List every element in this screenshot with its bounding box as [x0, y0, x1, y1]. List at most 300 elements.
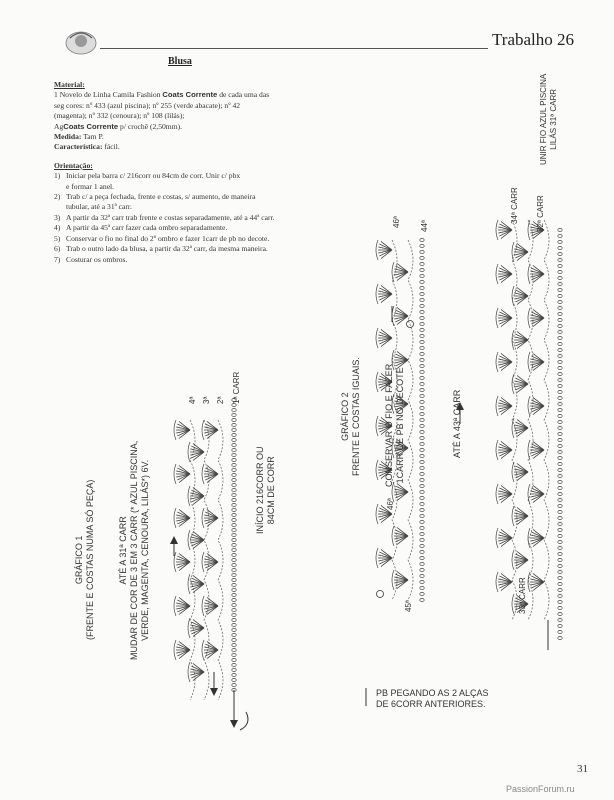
step-text: Costurar os ombros.: [66, 254, 128, 264]
orientacao-heading: Orientação:: [54, 160, 93, 170]
inicio-line: 84CM DE CORR: [266, 456, 276, 525]
chain-stitch: [420, 418, 424, 421]
chain-stitch: [420, 328, 424, 331]
chain-stitch: [420, 508, 424, 511]
label-46-top: 46ª: [392, 216, 401, 228]
step-number: 5): [54, 233, 61, 243]
chain-stitch: [232, 473, 236, 476]
chain-stitch: [420, 352, 424, 355]
step-text: Trab o outro lado da blusa, a partir da 32ª carr, da mesma maneira.: [66, 244, 268, 254]
material-line-3: (magenta); nº 332 (cenoura); nº 108 (lilás);: [54, 111, 185, 121]
label-32-carr: 32ª CARR: [536, 195, 545, 232]
fan-edge: [202, 420, 204, 440]
fan-edge: [496, 572, 498, 592]
chain-stitch: [420, 298, 424, 301]
fan-edge: [512, 418, 514, 438]
chain-stitch: [558, 480, 562, 483]
chain-stitch: [558, 378, 562, 381]
chain-stitch: [558, 510, 562, 513]
carr-label-3: 3ª: [202, 396, 211, 404]
start-mark-icon: [377, 591, 384, 598]
chain-stitch: [420, 244, 424, 247]
chain-stitch: [420, 460, 424, 463]
chain-stitch: [232, 598, 236, 601]
chain-stitch: [420, 526, 424, 529]
unir-line: LILÁS 31ª CARR: [549, 88, 558, 150]
chain-stitch: [558, 486, 562, 489]
chain-stitch: [232, 448, 236, 451]
chain-stitch: [232, 498, 236, 501]
chain-stitch: [420, 454, 424, 457]
chain-stitch: [232, 458, 236, 461]
chain-stitch: [232, 443, 236, 446]
pb-note: [376, 688, 489, 710]
chain-stitch: [558, 504, 562, 507]
grafico1-inicio: [255, 446, 277, 534]
carr-label-4: 4ª: [188, 396, 197, 404]
fan-edge: [202, 596, 204, 616]
chain-stitch: [558, 492, 562, 495]
chain-stitch: [420, 466, 424, 469]
fan-edge: [174, 508, 176, 528]
watermark: PassionForum.ru: [506, 784, 575, 794]
chain-stitch: [232, 653, 236, 656]
chain-stitch: [232, 428, 236, 431]
fan-edge: [392, 526, 394, 546]
chain-stitch: [558, 546, 562, 549]
grafico2-note-line: 1CARR DE PB NO DECOTE: [395, 367, 405, 484]
chain-stitch: [558, 618, 562, 621]
chain-stitch: [232, 493, 236, 496]
fan-edge: [202, 464, 204, 484]
arrow-head-icon: [170, 536, 178, 544]
chain-stitch: [558, 540, 562, 543]
step-number: 3): [54, 212, 61, 222]
chain-stitch: [558, 516, 562, 519]
chain-stitch: [232, 433, 236, 436]
chain-stitch: [420, 568, 424, 571]
chain-stitch: [558, 474, 562, 477]
chain-stitch: [558, 444, 562, 447]
step-text: Trab c/ a peça fechada, frente e costas, s/ aumento, de maneira: [66, 192, 256, 202]
fan-edge: [188, 662, 190, 682]
chain-stitch: [232, 683, 236, 686]
chain-stitch: [420, 532, 424, 535]
step-number: 4): [54, 223, 61, 233]
chain-stitch: [558, 348, 562, 351]
chain-stitch: [232, 483, 236, 486]
chain-stitch: [558, 462, 562, 465]
chain-stitch: [558, 594, 562, 597]
fan-edge: [528, 264, 530, 284]
chain-stitch: [232, 488, 236, 491]
chain-stitch: [420, 430, 424, 433]
chain-stitch: [558, 276, 562, 279]
chain-stitch: [558, 384, 562, 387]
fan-edge: [376, 240, 378, 260]
chain-stitch: [420, 520, 424, 523]
chain-arc: [408, 240, 413, 600]
fan-edge: [188, 530, 190, 550]
page-title: Trabalho 26: [492, 30, 575, 49]
chain-stitch: [420, 394, 424, 397]
chain-stitch: [558, 372, 562, 375]
chain-stitch: [232, 573, 236, 576]
chain-stitch: [558, 282, 562, 285]
chain-stitch: [558, 288, 562, 291]
grafico2-note-line: CONSERVAR O FIO E FAZER: [384, 363, 394, 487]
fan-edge: [202, 552, 204, 572]
chain-stitch: [420, 592, 424, 595]
chain-stitch: [558, 228, 562, 231]
chain-stitch: [558, 354, 562, 357]
chain-stitch: [232, 603, 236, 606]
chain-stitch: [232, 638, 236, 641]
brand-name: Coats Corrente: [63, 121, 119, 131]
chain-stitch: [420, 370, 424, 373]
chain-stitch: [232, 558, 236, 561]
step-number: 6): [54, 244, 61, 254]
carr-label-2: 2ª: [216, 396, 225, 404]
chain-stitch: [232, 508, 236, 511]
pb-note-line: DE 6CORR ANTERIORES.: [376, 699, 486, 709]
chain-stitch: [558, 468, 562, 471]
arrow-head-icon: [210, 688, 218, 696]
chain-arc: [544, 220, 549, 620]
fan-edge: [174, 420, 176, 440]
chain-stitch: [232, 673, 236, 676]
brand-name: Coats Corrente: [162, 90, 218, 100]
fan-edge: [202, 508, 204, 528]
chain-stitch: [420, 574, 424, 577]
fan-edge: [512, 330, 514, 350]
caracteristica-value: fácil.: [104, 142, 120, 152]
chain-stitch: [558, 606, 562, 609]
grafico1-title-line: (FRENTE E COSTAS NUMA SÓ PEÇA): [85, 479, 95, 640]
fan-edge: [512, 506, 514, 526]
chain-stitch: [558, 600, 562, 603]
chain-stitch: [558, 612, 562, 615]
chain-stitch: [420, 268, 424, 271]
grafico1-title: [74, 480, 96, 640]
grafico2-title: [340, 357, 362, 476]
chain-stitch: [558, 324, 562, 327]
chain-stitch: [558, 576, 562, 579]
fan-edge: [376, 504, 378, 524]
grafico1-note: [118, 441, 151, 660]
chain-stitch: [232, 593, 236, 596]
fan-edge: [188, 618, 190, 638]
chain-stitch: [420, 274, 424, 277]
chain-stitch: [420, 412, 424, 415]
fan-edge: [376, 548, 378, 568]
chain-stitch: [558, 234, 562, 237]
chain-stitch: [558, 360, 562, 363]
chain-stitch: [420, 340, 424, 343]
chain-stitch: [232, 648, 236, 651]
chain-stitch: [232, 563, 236, 566]
chain-stitch: [558, 258, 562, 261]
chain-stitch: [232, 478, 236, 481]
fan-edge: [528, 396, 530, 416]
chain-stitch: [420, 334, 424, 337]
fan-edge: [496, 440, 498, 460]
chain-arc: [190, 420, 195, 700]
chain-stitch: [558, 624, 562, 627]
chain-stitch: [420, 436, 424, 439]
chain-stitch: [420, 316, 424, 319]
chain-stitch: [420, 424, 424, 427]
chain-stitch: [232, 463, 236, 466]
fan-edge: [496, 352, 498, 372]
grafico2-title-line: GRÁFICO 2: [340, 392, 350, 441]
chain-stitch: [558, 318, 562, 321]
chain-stitch: [420, 250, 424, 253]
chain-stitch: [420, 586, 424, 589]
chain-stitch: [558, 240, 562, 243]
chain-stitch: [232, 548, 236, 551]
label-45-bottom: 45ª: [404, 600, 413, 612]
chain-stitch: [232, 533, 236, 536]
chain-stitch: [232, 623, 236, 626]
chain-stitch: [558, 582, 562, 585]
chain-stitch: [232, 503, 236, 506]
step-text: A partir da 45ª carr fazer cada ombro separadamente.: [66, 223, 228, 233]
chain-stitch: [420, 442, 424, 445]
chain-stitch: [232, 608, 236, 611]
chain-stitch: [232, 588, 236, 591]
chain-stitch: [420, 262, 424, 265]
chain-stitch: [420, 280, 424, 283]
grafico2-title-line: FRENTE E COSTAS IGUAIS.: [351, 357, 361, 476]
chain-stitch: [558, 498, 562, 501]
chain-stitch: [420, 256, 424, 259]
fan-edge: [496, 308, 498, 328]
chain-stitch: [420, 400, 424, 403]
chain-arc: [218, 420, 223, 700]
caracteristica-label: Característica:: [54, 142, 103, 152]
chain-stitch: [558, 336, 562, 339]
chain-stitch: [558, 432, 562, 435]
fan-edge: [188, 486, 190, 506]
chain-stitch: [558, 414, 562, 417]
chain-stitch: [420, 376, 424, 379]
chain-stitch: [558, 528, 562, 531]
material-text: p/ crochê (2,50mm).: [120, 121, 183, 131]
fan-edge: [392, 570, 394, 590]
chain-stitch: [232, 678, 236, 681]
pb-note-line: PB PEGANDO AS 2 ALÇAS: [376, 688, 489, 698]
step-text: e formar 1 anel.: [66, 181, 115, 191]
chain-stitch: [232, 583, 236, 586]
chain-stitch: [420, 538, 424, 541]
chain-stitch: [420, 562, 424, 565]
grafico2-note: [384, 364, 406, 487]
chain-stitch: [420, 580, 424, 583]
fan-edge: [496, 528, 498, 548]
fan-edge: [376, 328, 378, 348]
chain-stitch: [232, 438, 236, 441]
chain-stitch: [558, 450, 562, 453]
chain-stitch: [232, 663, 236, 666]
chain-stitch: [558, 552, 562, 555]
material-heading: Material:: [54, 80, 85, 89]
chain-stitch: [232, 543, 236, 546]
chain-stitch: [558, 246, 562, 249]
fan-edge: [496, 484, 498, 504]
carr-label-1: 1ª CARR: [232, 371, 241, 404]
fan-edge: [376, 372, 378, 392]
step-text: Iniciar pela barra c/ 216corr ou 84cm de corr. Unir c/ pbx: [66, 171, 241, 181]
chain-stitch: [232, 413, 236, 416]
chain-stitch: [420, 502, 424, 505]
chain-stitch: [558, 588, 562, 591]
step-text: Conservar o fio no final do 2º ombro e fazer 1carr de pb no decote.: [66, 233, 270, 243]
chain-stitch: [558, 330, 562, 333]
chain-stitch: [420, 472, 424, 475]
fan-edge: [174, 640, 176, 660]
chain-stitch: [420, 238, 424, 241]
step-text: tubular, até a 31ª carr.: [66, 202, 132, 212]
chain-stitch: [558, 366, 562, 369]
chain-stitch: [420, 550, 424, 553]
chain-stitch: [420, 496, 424, 499]
chain-stitch: [558, 312, 562, 315]
chain-stitch: [420, 388, 424, 391]
chain-stitch: [232, 553, 236, 556]
chain-stitch: [420, 478, 424, 481]
chain-stitch: [232, 568, 236, 571]
grafico1-note-line: MUDAR DE COR DE 3 EM 3 CARR (* AZUL PISCINA,: [129, 440, 139, 660]
page-number: 31: [577, 763, 588, 775]
chain-stitch: [558, 342, 562, 345]
chain-stitch: [232, 523, 236, 526]
step-text: A partir da 32ª carr trab frente e costas separadamente, até a 44ª carr.: [66, 212, 275, 222]
grafico1-note-line: VERDE, MAGENTA, CENOURA, LILÁS*) 6V.: [140, 459, 150, 641]
chain-stitch: [420, 286, 424, 289]
material-text: de cada uma das: [219, 90, 270, 100]
label-34-carr: 34ª CARR: [510, 187, 519, 224]
fan-edge: [496, 396, 498, 416]
chain-stitch: [558, 270, 562, 273]
chain-stitch: [420, 310, 424, 313]
fan-edge: [512, 550, 514, 570]
label-46-bottom: 46ª: [386, 498, 395, 510]
unir-line: UNIR FIO AZUL PISCINA: [539, 73, 548, 165]
fan-edge: [376, 460, 378, 480]
chain-stitch: [558, 294, 562, 297]
grafico1-title-line: GRÁFICO 1: [74, 535, 84, 585]
fan-edge: [528, 220, 530, 240]
chain-stitch: [232, 423, 236, 426]
chain-stitch: [558, 522, 562, 525]
ate-43-label: ATÉ A 43ª CARR: [452, 389, 462, 458]
section-title: Blusa: [168, 56, 192, 67]
fan-edge: [528, 308, 530, 328]
step-number: 7): [54, 254, 61, 264]
fan-edge: [528, 352, 530, 372]
medida-value: Tam P.: [83, 132, 104, 142]
fan-edge: [496, 220, 498, 240]
chain-stitch: [558, 408, 562, 411]
chain-stitch: [232, 578, 236, 581]
fan-edge: [188, 442, 190, 462]
chain-stitch: [420, 514, 424, 517]
chain-stitch: [558, 564, 562, 567]
fan-edge: [512, 242, 514, 262]
start-mark-icon: [407, 321, 414, 328]
step-number: 1): [54, 171, 61, 181]
chain-stitch: [558, 264, 562, 267]
fan-edge: [376, 416, 378, 436]
material-text: 1 Novelo de Linha Camila Fashion: [54, 90, 161, 100]
chain-stitch: [232, 518, 236, 521]
chain-stitch: [558, 390, 562, 393]
chain-stitch: [558, 306, 562, 309]
chain-stitch: [420, 448, 424, 451]
chain-stitch: [420, 598, 424, 601]
chain-stitch: [232, 468, 236, 471]
material-line-2: seg cores: nº 433 (azul piscina); nº 255 (verde abacate); nº 42: [54, 100, 241, 110]
chain-stitch: [420, 406, 424, 409]
chain-stitch: [558, 570, 562, 573]
chain-stitch: [558, 420, 562, 423]
chain-stitch: [232, 668, 236, 671]
chain-stitch: [558, 456, 562, 459]
chain-stitch: [232, 418, 236, 421]
chain-stitch: [232, 513, 236, 516]
chain-stitch: [558, 402, 562, 405]
chain-stitch: [232, 658, 236, 661]
chain-stitch: [558, 558, 562, 561]
chain-stitch: [232, 538, 236, 541]
chain-stitch: [232, 633, 236, 636]
fan-edge: [174, 596, 176, 616]
fan-edge: [376, 284, 378, 304]
arrow-head-icon: [230, 720, 238, 728]
chain-stitch: [420, 292, 424, 295]
chain-stitch: [420, 556, 424, 559]
curved-arrow-icon: [240, 712, 248, 730]
chain-stitch: [420, 322, 424, 325]
fan-edge: [174, 464, 176, 484]
chain-stitch: [558, 252, 562, 255]
inicio-line: INÍCIO 216CORR OU: [255, 446, 265, 534]
fan-edge: [512, 462, 514, 482]
material-text: Ag: [54, 121, 64, 131]
chain-stitch: [558, 426, 562, 429]
grafico1-note-line: ATÉ A 31ª CARR: [118, 516, 128, 585]
chain-stitch: [420, 304, 424, 307]
fan-edge: [202, 640, 204, 660]
chain-stitch: [232, 528, 236, 531]
chain-stitch: [232, 643, 236, 646]
chain-stitch: [420, 346, 424, 349]
chain-stitch: [420, 484, 424, 487]
fan-edge: [188, 574, 190, 594]
fan-edge: [392, 262, 394, 282]
label-33-carr: 33ª CARR: [518, 577, 527, 614]
fan-edge: [512, 594, 514, 614]
step-number: 2): [54, 192, 61, 202]
fan-edge: [496, 264, 498, 284]
chain-stitch: [558, 438, 562, 441]
chain-stitch: [232, 628, 236, 631]
chain-stitch: [232, 618, 236, 621]
chain-stitch: [558, 630, 562, 633]
chain-stitch: [420, 382, 424, 385]
chain-stitch: [558, 534, 562, 537]
